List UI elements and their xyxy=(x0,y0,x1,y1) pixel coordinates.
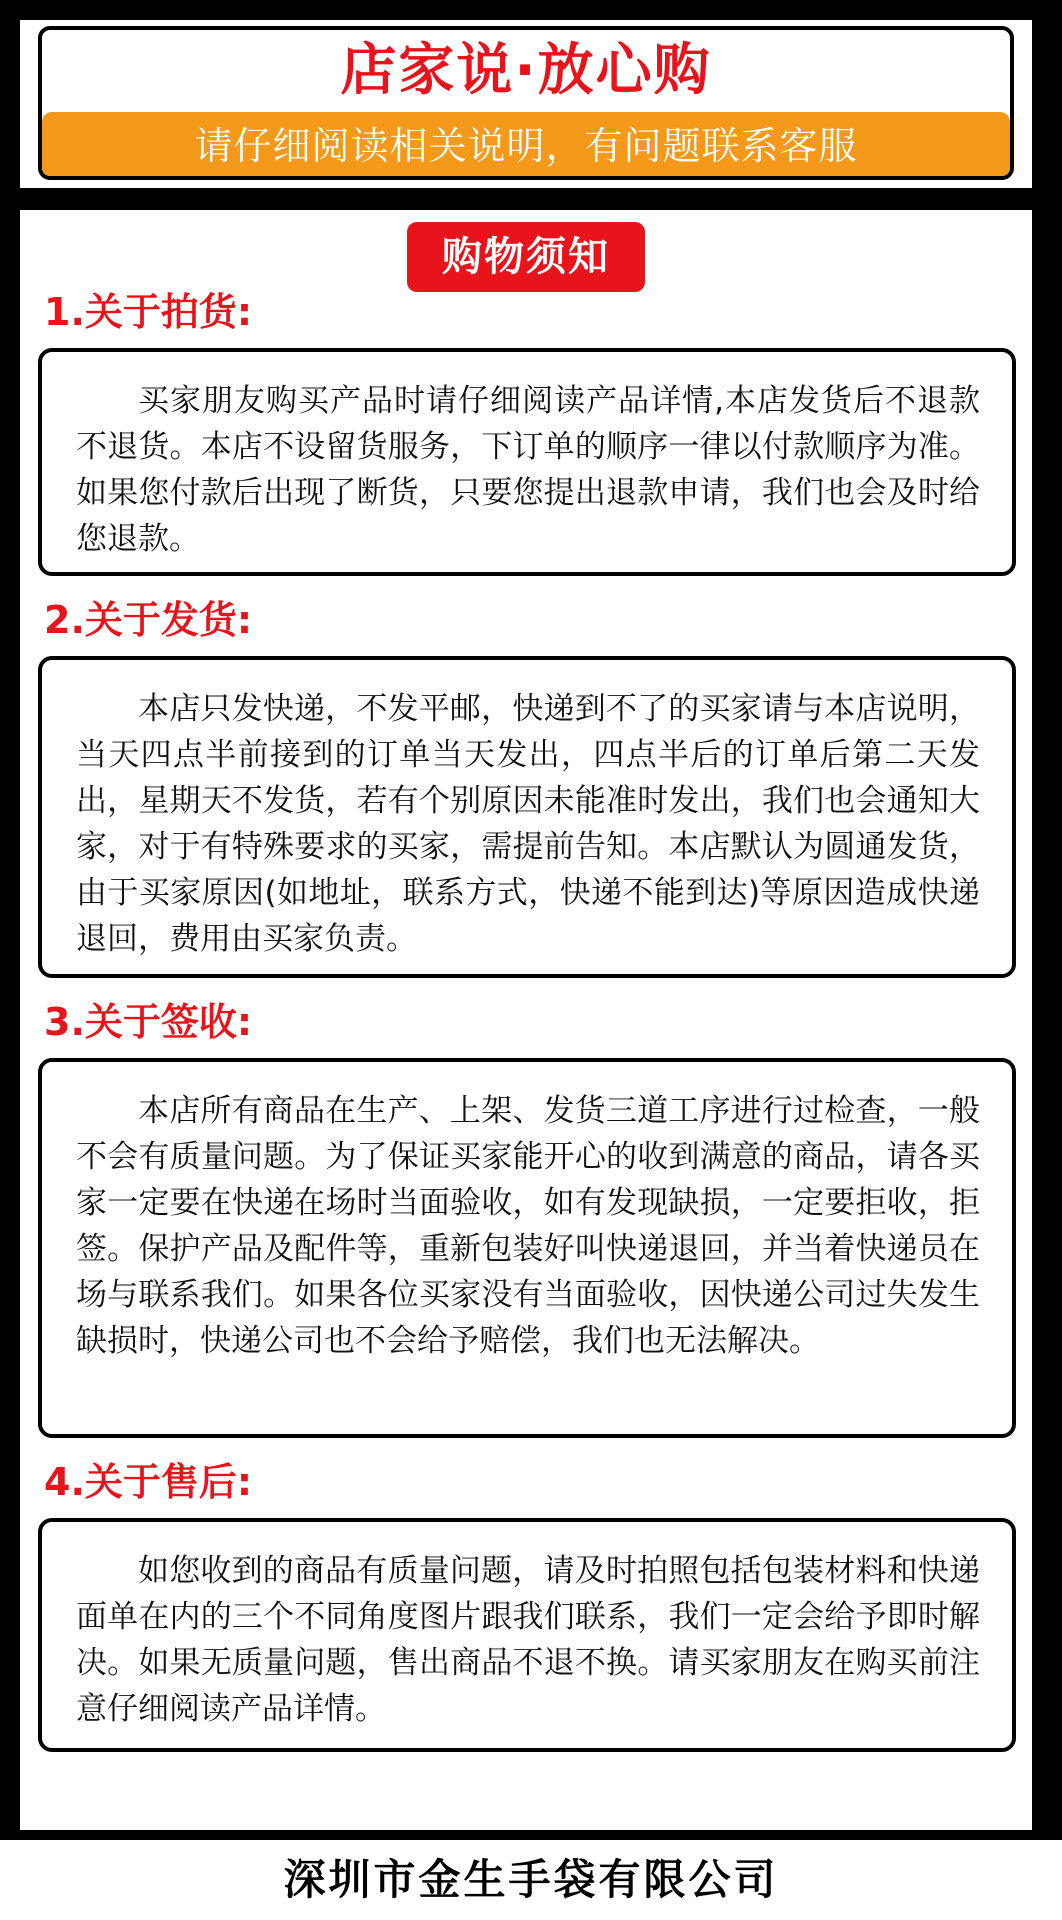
shopping-notice-panel xyxy=(20,210,1032,1830)
section-box-shipping xyxy=(38,656,1016,978)
header-banner xyxy=(38,26,1014,180)
section-heading-signing: 3.关于签收: xyxy=(44,1000,253,1044)
notice-badge: 购物须知 xyxy=(407,222,645,292)
section-body-shipping: 本店只发快递，不发平邮，快递到不了的买家请与本店说明，当天四点半前接到的订单当天发出，四点半后的订单后第二天发出，星期天不发货，若有个别原因未能准时发出，我们也会通知大家，对于有特殊要求的买家，需提前告知。本店默认为圆通发货，由于买家原因(如地址，联系方式，快递不能到达)等原因造成快递退回，费用由买家负责。 xyxy=(76,691,980,957)
header-panel xyxy=(20,20,1032,188)
section-heading-shipping: 2.关于发货: xyxy=(44,598,253,642)
header-title: 店家说·放心购 xyxy=(340,38,712,103)
footer-company-name: 深圳市金生手袋有限公司 xyxy=(0,1840,1062,1920)
section-box-aftersales xyxy=(38,1518,1016,1752)
header-subtitle: 请仔细阅读相关说明，有问题联系客服 xyxy=(42,112,1010,180)
section-box-purchase xyxy=(38,348,1016,576)
section-heading-aftersales: 4.关于售后: xyxy=(44,1460,253,1504)
section-body-aftersales: 如您收到的商品有质量问题，请及时拍照包括包装材料和快递面单在内的三个不同角度图片跟我们联系，我们一定会给予即时解决。如果无质量问题，售出商品不退不换。请买家朋友在购买前注意仔细阅读产品详情。 xyxy=(76,1553,980,1727)
section-box-signing xyxy=(38,1058,1016,1438)
section-body-signing: 本店所有商品在生产、上架、发货三道工序进行过检查，一般不会有质量问题。为了保证买家能开心的收到满意的商品，请各买家一定要在快递在场时当面验收，如有发现缺损，一定要拒收，拒签。保护产品及配件等，重新包装好叫快递退回，并当着快递员在场与联系我们。如果各位买家没有当面验收，因快递公司过失发生缺损时，快递公司也不会给予赔偿，我们也无法解决。 xyxy=(76,1093,980,1359)
section-body-purchase: 买家朋友购买产品时请仔细阅读产品详情,本店发货后不退款不退货。本店不设留货服务，下订单的顺序一律以付款顺序为准。如果您付款后出现了断货，只要您提出退款申请，我们也会及时给您退款。 xyxy=(76,383,980,557)
section-heading-purchase: 1.关于拍货: xyxy=(44,290,253,334)
